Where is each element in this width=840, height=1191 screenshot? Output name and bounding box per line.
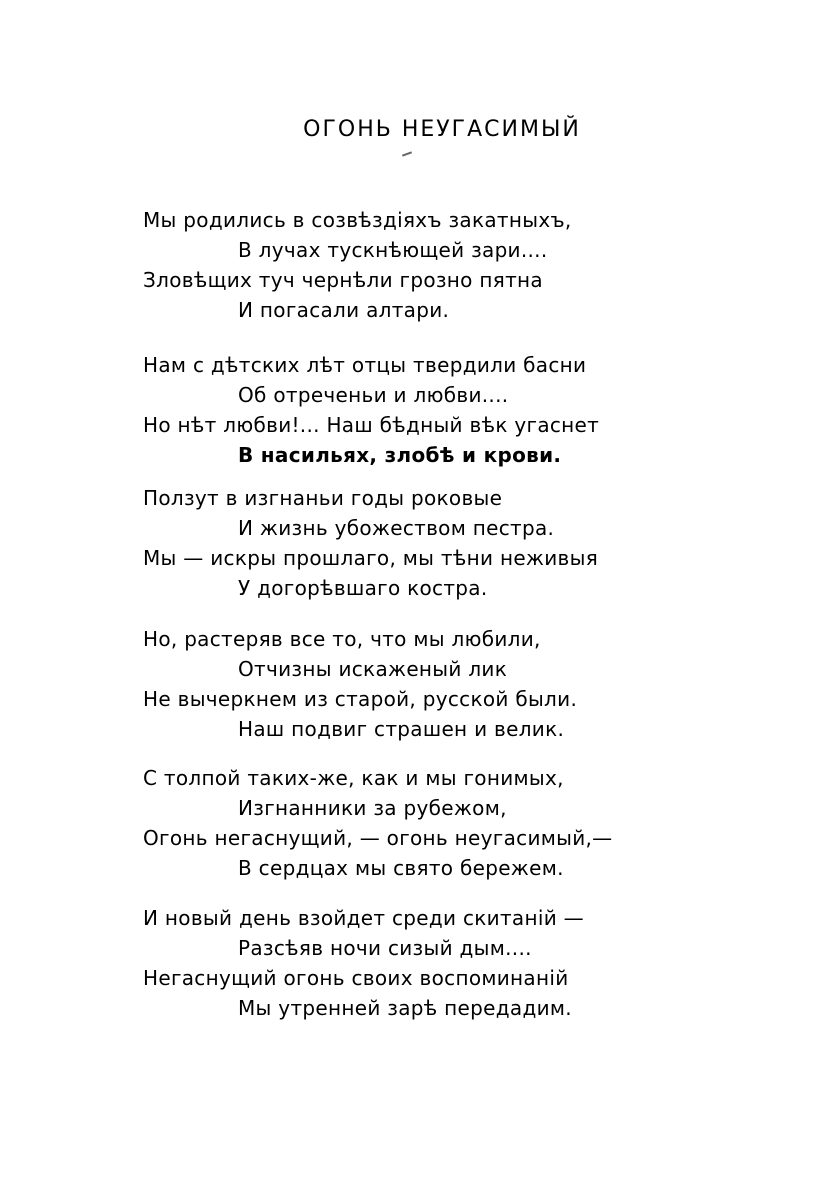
poem-line: Негаснущий огонь своих воспоминаній [143, 966, 569, 990]
poem-line: Зловѣщих туч чернѣли грозно пятна [143, 268, 543, 292]
poem-line: Мы — искры прошлаго, мы тѣни неживыя [143, 546, 599, 570]
poem-line: Но нѣт любви!... Наш бѣдный вѣк угаснет [143, 413, 600, 437]
poem-line: В лучах тускнѣющей зари.... [238, 238, 548, 262]
poem-line: Мы родились в созвѣздіяхъ закатныхъ, [143, 208, 572, 232]
poem-line: Но, растеряв все то, что мы любили, [143, 627, 541, 651]
poem-line: В сердцах мы свято бережем. [238, 856, 564, 880]
poem-line: Об отреченьи и любви.... [238, 383, 509, 407]
poem-line: Наш подвиг страшен и велик. [238, 717, 565, 741]
title-ornament [402, 151, 412, 156]
poem-line: Огонь негаснущий, — огонь неугасимый,— [143, 826, 613, 850]
poem-line: Разсѣяв ночи сизый дым.... [238, 936, 532, 960]
poem-line: Ползут в изгнаньи годы роковые [143, 486, 503, 510]
poem-line: И новый день взойдет среди скитаній — [143, 906, 584, 930]
poem-line: У догорѣвшаго костра. [238, 576, 488, 600]
poem-line: И жизнь убожеством пестра. [238, 516, 555, 540]
poem-line: И погасали алтари. [238, 298, 450, 322]
poem-line: Отчизны искаженый лик [238, 657, 508, 681]
poem-title: ОГОНЬ НЕУГАСИМЫЙ [303, 117, 581, 142]
poem-line: С толпой таких-же, как и мы гонимых, [143, 766, 564, 790]
poem-line: В насильях, злобѣ и крови. [238, 443, 562, 467]
poem-line: Не вычеркнем из старой, русской были. [143, 687, 578, 711]
poem-line: Нам с дѣтских лѣт отцы твердили басни [143, 353, 587, 377]
poem-line: Изгнанники за рубежом, [238, 796, 507, 820]
poem-line: Мы утренней зарѣ передадим. [238, 996, 572, 1020]
